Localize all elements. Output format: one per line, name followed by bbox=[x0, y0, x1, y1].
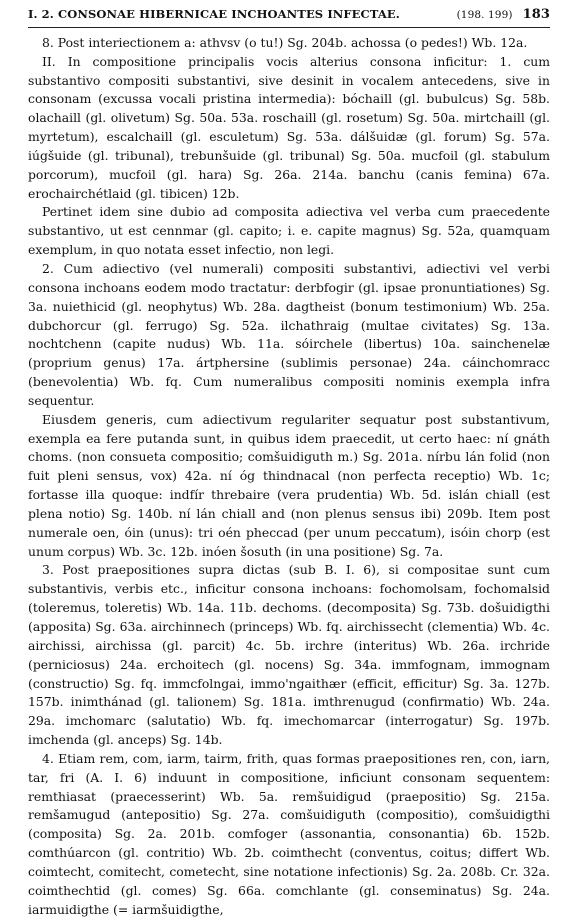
paragraph-adjectival-compounds: Pertinet idem sine dubio ad composita adiectiva vel verba cum praecedente substantivo, ut est cennmar (gl. capito; i. e. capite magnus) Sg. 52a, quamquam exemplum, in quo notata esset infectio, non legi. bbox=[28, 204, 550, 258]
running-head-title: I. 2. CONSONAE HIBERNICAE INCHOANTES INFECTAE. bbox=[28, 7, 400, 21]
paragraph-adjective-numeral: 2. Cum adiectivo (vel numerali) compositi substantivi, adiectivi vel verbi consona inchoans eodem modo tractatur: derbfogir (gl. ipsae pronuntiationes) Sg. 3a. nuiethicid (gl. neophytus) Wb. 28a. dagtheist (bonum testimonium) Wb. 25a. dubchorcur (gl. ferrugo) Sg. 52a. ilchathraig (multae civitates) Sg. 13a. nochtchenn (capite nudus) Wb. 11a. sóirchele (libertus) 10a. sainchenelæ (proprium genus) 17a. ártphersine (sublimis personae) 24a. cáinchomracc (benevolentia) Wb. fq. Cum numeralibus compositi nominis exempla infra sequentur. bbox=[28, 260, 550, 408]
paragraph-interjection: 8. Post interiectionem a: athvsv (o tu!) Sg. 204b. achossa (o pedes!) Wb. 12a. bbox=[42, 34, 528, 50]
page-number: 183 bbox=[522, 7, 550, 22]
running-head-page-refs: (198. 199) bbox=[456, 9, 513, 21]
paragraph-same-kind: Eiusdem generis, cum adiectivum regulariter sequatur post substantivum, exempla ea fere putanda sunt, in quibus idem praecedit, ut certo haec: ní gnáth choms. (non consueta compositio; comšuidiguth m.) Sg. 201a. nírbu lán folid (non fuit pleni sensus, vox) 42a. ní óg thindnacal (non perfecta receptio) Wb. 1c; fortasse illa quoque: indfír threbaire (vera prudentia) Wb. 5d. islán chiall (est plena notio) Sg. 140b. ní lán chiall and (non plenus sensus ibi) 209b. Item post numerale oen, óin (unus): tri oén pheccad (per unum peccatum), isóin chorp (est unum corpus) Wb. 3c. 12b. inóen šosuth (in una positione) Sg. 7a. bbox=[28, 411, 550, 559]
running-head bbox=[28, 5, 550, 28]
paragraph-prepositions: 3. Post praepositiones supra dictas (sub B. I. 6), si compositae sunt cum substantivis, verbis etc., inficitur consona inchoans: fochomolsam, fochomalsid (toleremus, toleretis) Wb. 14a. 11b. dechoms. (decomposita) Sg. 73b. došuidigthi (apposita) Sg. 63a. airchinnech (princeps) Wb. fq. airchissecht (clementia) Wb. 4c. airchissi, airchissa (gl. parcit) 4c. 5b. irchre (interitus) Wb. 26a. irchride (perniciosus) 24a. erchoitech (gl. nocens) Sg. 34a. immfognam, immognam (constructio) Sg. fq. immcfolngai, immo'ngaithær (efficit, efficitur) Sg. 3a. 127b. 157b. inimthánad (gl. talionem) Sg. 181a. imthrenugud (confirmatio) Wb. 24a. 29a. imchomarc (salutatio) Wb. fq. imechomarcar (interrogatur) Sg. 197b. imchenda (gl. anceps) Sg. 14b. bbox=[28, 562, 550, 748]
paragraph-prepositional-forms: 4. Etiam rem, com, iarm, tairm, frith, quas formas praepositiones ren, con, iarn, tar, fri (A. I. 6) induunt in compositione, inficiunt consonam sequentem: remthiasat (praecesserint) Wb. 5a. remšuidigud (praepositio) Sg. 215a. remšamugud (antepositio) Sg. 27a. comšuidiguth (compositio), comšuidigthi (composita) Sg. 2a. 201b. comfoger (assonantia, consonantia) 6b. 152b. comthúarcon (gl. contritio) Wb. 2b. coimthecht (conventus, coitus; differt Wb. coimtecht, comitecht, cometecht, sine notatione infectionis) Sg. 2a. 208b. Cr. 32a. coimthechtid (gl. comes) Sg. 66a. comchlante (gl. conseminatus) Sg. 24a. iarmuidigthe (= iarmšuidigthe, bbox=[28, 750, 550, 917]
paragraph-composition-intro: II. In compositione principalis vocis alterius consona inficitur: 1. cum substantivo compositi substantivi, sive desinit in vocalem antecedens, sive in consonam (excussa vocali pristina intermedia): bóchaill (gl. bubulcus) Sg. 58b. olachaill (gl. olivetum) Sg. 50a. 53a. roschaill (gl. rosetum) Sg. 50a. mirtchaill (gl. myrtetum), escalchaill (gl. esculetum) Sg. 53a. dálšuidæ (gl. forum) Sg. 57a. iúgšuide (gl. tribunal), trebunšuide (gl. tribunal) Sg. 50a. mucfoil (gl. stabulum porcorum), mucfoil (gl. hara) Sg. 26a. 214a. banchu (canis femina) 67a. erochairchétlaid (gl. tibicen) 12b. bbox=[28, 53, 550, 201]
